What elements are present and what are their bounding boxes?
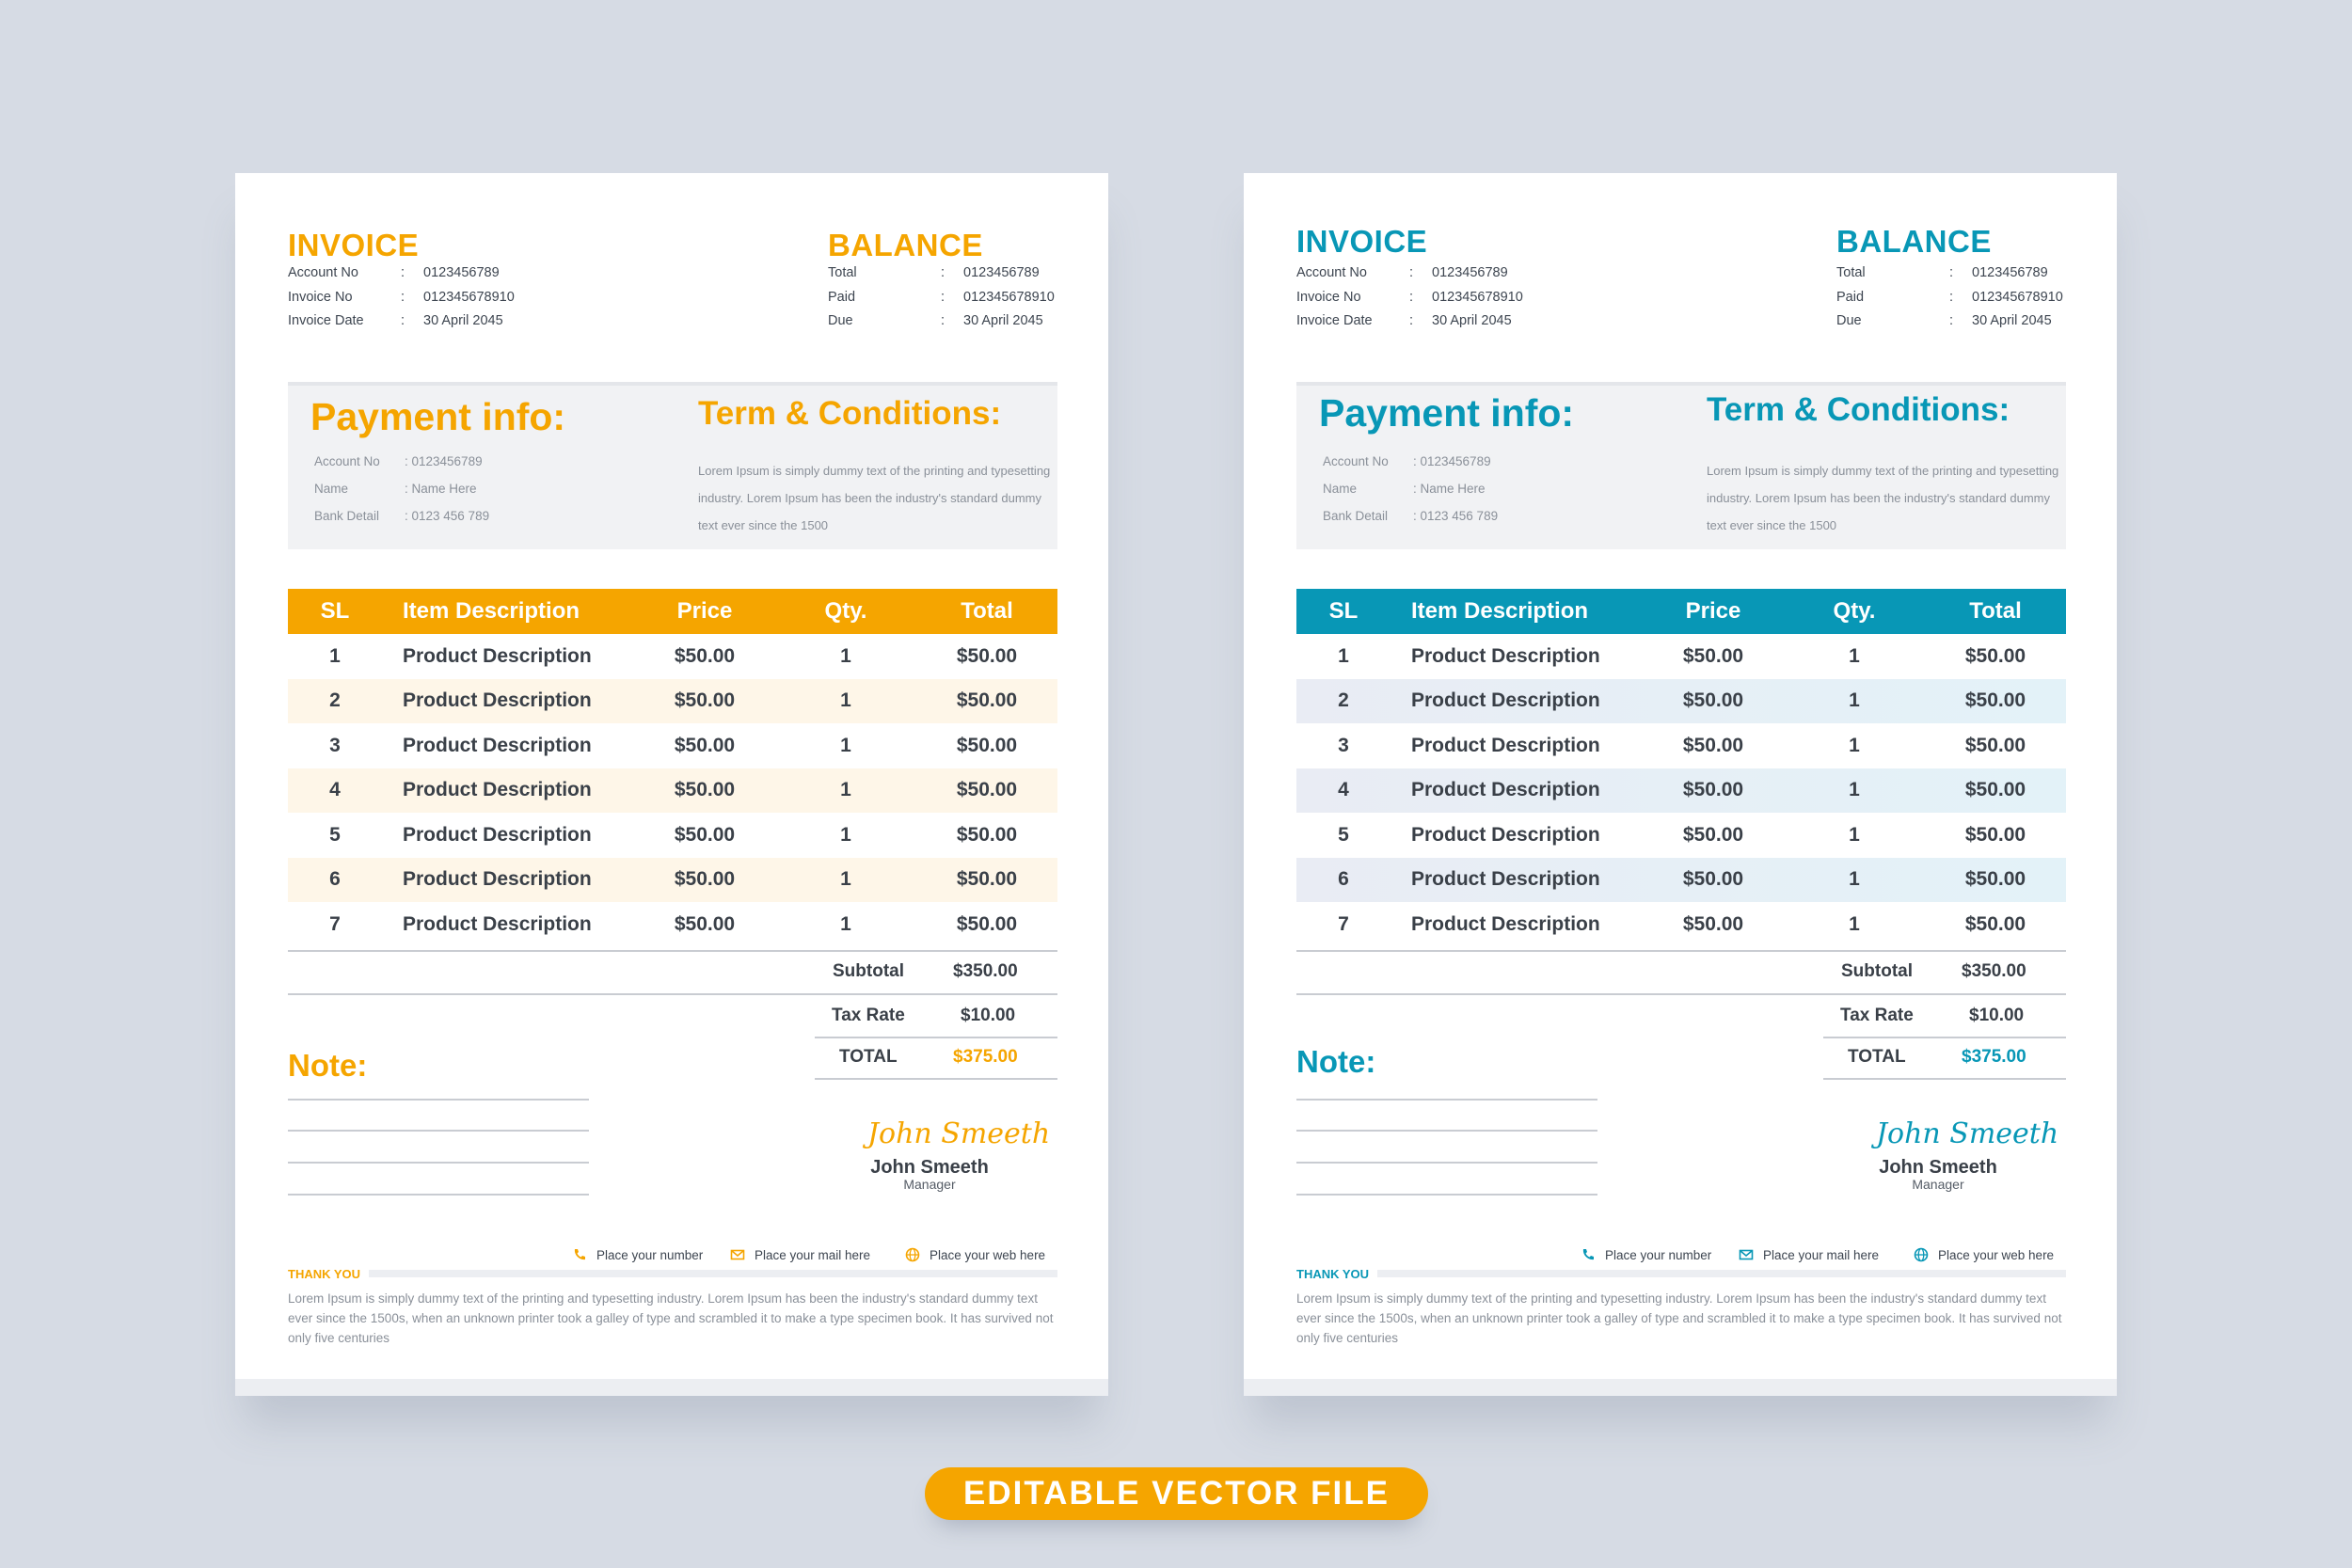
paid-label: Paid [828,289,856,305]
row-total: $50.00 [1964,689,2026,712]
page-footer-strip [1244,1379,2117,1396]
terms-title: Term & Conditions: [698,395,1002,432]
row-price: $50.00 [1682,868,1744,891]
note-line [288,1130,589,1132]
row-total: $50.00 [956,912,1018,935]
row-total: $50.00 [956,689,1018,712]
payment-terms-box [288,382,1057,549]
row-sl: 1 [329,644,341,667]
signature: John Smeeth [1876,1117,2059,1150]
total-value: 0123456789 [1972,265,2048,280]
row-total: $50.00 [1964,912,2026,935]
payment-details [1323,448,1498,530]
invoice-meta: Account No : 0123456789 Invoice No : 012345678910 Invoice Date : 30 April 2045 [288,261,515,334]
pay-name-label: Name [1323,482,1358,496]
row-desc: Product Description [1411,868,1600,891]
paid-label: Paid [1836,289,1865,305]
row-price: $50.00 [1682,644,1744,667]
row-price: $50.00 [1682,734,1744,756]
invoice-title: INVOICE [1296,224,1428,259]
pay-account-label: Account No [1323,454,1389,468]
divider [288,993,1057,995]
contact-mail [1739,1247,1879,1262]
table-row [1296,858,2066,903]
header-sl: SL [320,598,350,624]
editable-vector-badge: EDITABLE VECTOR FILE [925,1467,1428,1520]
divider [1296,993,2066,995]
row-price: $50.00 [1682,823,1744,846]
row-desc: Product Description [403,912,592,935]
tax-value: $10.00 [1969,1006,2025,1025]
row-price: $50.00 [1682,689,1744,712]
signer-name: John Smeeth [1879,1157,1997,1178]
row-total: $50.00 [1964,734,2026,756]
row-qty: 1 [1849,868,1860,891]
row-desc: Product Description [1411,734,1600,756]
table-row [288,813,1057,858]
grand-total-value: $375.00 [953,1047,1018,1067]
header-qty: Qty. [1833,598,1876,624]
pay-bank-value: : 0123 456 789 [405,509,490,523]
contact-web-text: Place your web here [930,1247,1046,1262]
row-sl: 6 [329,868,341,891]
header-qty: Qty. [824,598,867,624]
pay-bank-label: Bank Detail [1323,509,1389,523]
divider [815,1037,1057,1038]
row-total: $50.00 [956,823,1018,846]
invoice-page-orange [235,173,1108,1396]
row-qty: 1 [1849,644,1860,667]
row-sl: 3 [1338,734,1349,756]
pay-name-value: : Name Here [1413,482,1486,496]
row-price: $50.00 [674,734,736,756]
row-total: $50.00 [1964,644,2026,667]
row-total: $50.00 [1964,868,2026,891]
table-row [1296,813,2066,858]
balance-title: BALANCE [828,228,983,262]
terms-text: Lorem Ipsum is simply dummy text of the printing and typesetting industry. Lorem Ipsum has been the industry's standard dummy text ever since the 1500 [1707,464,2059,532]
row-desc: Product Description [403,644,592,667]
payment-terms-box [1296,382,2066,549]
row-qty: 1 [840,868,851,891]
pay-account-value: : 0123456789 [1413,454,1491,468]
signer-role: Manager [1912,1177,1964,1192]
due-value: 30 April 2045 [1972,313,2052,328]
row-price: $50.00 [1682,912,1744,935]
row-sl: 6 [1338,868,1349,891]
row-sl: 1 [1338,644,1349,667]
signer-role: Manager [903,1177,956,1192]
subtotal-value: $350.00 [953,961,1018,981]
row-desc: Product Description [1411,644,1600,667]
divider [288,950,1057,952]
pay-account-label: Account No [314,454,380,468]
contact-web-text: Place your web here [1938,1247,2055,1262]
mail-icon [730,1247,745,1262]
table-row [288,902,1057,947]
invoice-no-value: 012345678910 [1432,289,1523,305]
header-total: Total [961,598,1013,624]
note-title: Note: [288,1048,368,1083]
divider [1823,1078,2066,1080]
invoice-no-value: 012345678910 [423,289,515,305]
row-qty: 1 [840,644,851,667]
due-label: Due [828,313,853,328]
row-price: $50.00 [674,644,736,667]
table-row [288,858,1057,903]
paid-value: 012345678910 [1972,289,2063,305]
row-desc: Product Description [403,734,592,756]
row-total: $50.00 [956,779,1018,801]
row-desc: Product Description [1411,912,1600,935]
account-value: 0123456789 [1432,265,1508,280]
account-label: Account No [288,265,358,280]
header-desc: Item Description [1411,598,1589,624]
row-desc: Product Description [1411,779,1600,801]
row-desc: Product Description [403,779,592,801]
note-line [288,1194,589,1196]
tax-label: Tax Rate [832,1006,905,1025]
invoice-meta: Account No : 0123456789 Invoice No : 012345678910 Invoice Date : 30 April 2045 [1296,261,1523,334]
payment-details [314,448,489,530]
due-label: Due [1836,313,1862,328]
contact-web [905,1247,1045,1262]
row-sl: 5 [329,823,341,846]
row-total: $50.00 [1964,823,2026,846]
signer-name: John Smeeth [870,1157,989,1178]
row-total: $50.00 [1964,779,2026,801]
row-price: $50.00 [674,868,736,891]
pay-account-value: : 0123456789 [405,454,483,468]
invoice-no-label: Invoice No [288,289,353,305]
note-line [288,1162,589,1164]
row-total: $50.00 [956,734,1018,756]
note-line [1296,1130,1597,1132]
row-qty: 1 [1849,779,1860,801]
row-sl: 2 [329,689,341,712]
account-value: 0123456789 [423,265,500,280]
row-price: $50.00 [1682,779,1744,801]
contact-phone-text: Place your number [596,1247,704,1262]
table-row [1296,768,2066,814]
row-sl: 7 [329,912,341,935]
items-table [288,589,1057,947]
table-row [288,679,1057,724]
header-sl: SL [1328,598,1359,624]
page-footer-strip [235,1379,1108,1396]
header-price: Price [676,598,733,624]
table-row [288,768,1057,814]
invoice-no-label: Invoice No [1296,289,1361,305]
tax-value: $10.00 [961,1006,1016,1025]
globe-icon [905,1247,920,1262]
row-sl: 2 [1338,689,1349,712]
header-desc: Item Description [403,598,580,624]
row-qty: 1 [1849,912,1860,935]
row-qty: 1 [840,823,851,846]
invoice-title: INVOICE [288,228,420,262]
table-header [288,589,1057,634]
mail-icon [1739,1247,1754,1262]
row-total: $50.00 [956,644,1018,667]
invoice-date-label: Invoice Date [288,313,364,328]
subtotal-value: $350.00 [1962,961,2026,981]
contact-phone-text: Place your number [1605,1247,1712,1262]
account-label: Account No [1296,265,1367,280]
row-desc: Product Description [403,823,592,846]
row-price: $50.00 [674,823,736,846]
table-row [1296,679,2066,724]
thank-you-label: THANK YOU [1296,1267,1370,1281]
row-price: $50.00 [674,779,736,801]
row-sl: 4 [1338,779,1349,801]
total-label: Total [1836,265,1866,280]
row-price: $50.00 [674,689,736,712]
row-price: $50.00 [674,912,736,935]
row-sl: 7 [1338,912,1349,935]
globe-icon [1914,1247,1929,1262]
footer-text: Lorem Ipsum is simply dummy text of the printing and typesetting industry. Lorem Ipsum has been the industry's standard dummy text ever since the 1500s, when an unknown printer took a galley of type and scrambled it to make a type specimen book. It has survived not only five centuries [288,1291,1054,1345]
payment-info-title: Payment info: [310,395,566,438]
contact-mail-text: Place your mail here [1763,1247,1880,1262]
row-desc: Product Description [1411,823,1600,846]
terms-text: Lorem Ipsum is simply dummy text of the printing and typesetting industry. Lorem Ipsum has been the industry's standard dummy text ever since the 1500 [698,464,1051,532]
table-row [1296,723,2066,768]
table-row [288,634,1057,679]
row-qty: 1 [840,912,851,935]
pay-name-label: Name [314,482,349,496]
table-row [288,723,1057,768]
contact-mail-text: Place your mail here [755,1247,871,1262]
paid-value: 012345678910 [963,289,1055,305]
invoice-date-label: Invoice Date [1296,313,1373,328]
thank-you-bar [1377,1270,2066,1277]
contact-phone [1581,1247,1711,1262]
divider [1823,1037,2066,1038]
table-row [1296,634,2066,679]
signature: John Smeeth [867,1117,1051,1150]
row-sl: 3 [329,734,341,756]
balance-title: BALANCE [1836,224,1992,259]
items-table [1296,589,2066,947]
subtotal-label: Subtotal [833,961,904,981]
row-desc: Product Description [403,689,592,712]
row-total: $50.00 [956,868,1018,891]
row-qty: 1 [840,734,851,756]
row-qty: 1 [1849,689,1860,712]
thank-you-bar [369,1270,1057,1277]
contact-mail [730,1247,870,1262]
contact-phone [572,1247,703,1262]
thank-you-label: THANK YOU [288,1267,361,1281]
note-line [1296,1162,1597,1164]
row-desc: Product Description [1411,689,1600,712]
row-qty: 1 [840,689,851,712]
row-qty: 1 [840,779,851,801]
total-label: Total [828,265,857,280]
header-total: Total [1969,598,2022,624]
terms-title: Term & Conditions: [1707,391,2010,428]
tax-label: Tax Rate [1840,1006,1914,1025]
table-row [1296,902,2066,947]
balance-meta: Total : 0123456789 Paid : 012345678910 Due : 30 April 2045 [1836,261,2063,334]
subtotal-label: Subtotal [1841,961,1913,981]
total-value: 0123456789 [963,265,1040,280]
invoice-date-value: 30 April 2045 [423,313,503,328]
balance-meta: Total : 0123456789 Paid : 012345678910 Due : 30 April 2045 [828,261,1055,334]
phone-icon [1581,1247,1596,1262]
row-desc: Product Description [403,868,592,891]
grand-total-label: TOTAL [839,1047,898,1067]
payment-info-title: Payment info: [1319,391,1575,435]
row-qty: 1 [1849,823,1860,846]
note-title: Note: [1296,1044,1376,1079]
grand-total-label: TOTAL [1848,1047,1906,1067]
note-line [1296,1099,1597,1101]
grand-total-value: $375.00 [1962,1047,2026,1067]
header-price: Price [1685,598,1741,624]
contact-web [1914,1247,2054,1262]
row-qty: 1 [1849,734,1860,756]
note-line [288,1099,589,1101]
pay-bank-value: : 0123 456 789 [1413,509,1499,523]
invoice-date-value: 30 April 2045 [1432,313,1512,328]
table-header [1296,589,2066,634]
phone-icon [572,1247,587,1262]
footer-text: Lorem Ipsum is simply dummy text of the printing and typesetting industry. Lorem Ipsum has been the industry's standard dummy text ever since the 1500s, when an unknown printer took a galley of type and scrambled it to make a type specimen book. It has survived not only five centuries [1296,1291,2062,1345]
pay-name-value: : Name Here [405,482,477,496]
pay-bank-label: Bank Detail [314,509,380,523]
row-sl: 4 [329,779,341,801]
row-sl: 5 [1338,823,1349,846]
divider [815,1078,1057,1080]
invoice-page-teal [1244,173,2117,1396]
due-value: 30 April 2045 [963,313,1043,328]
divider [1296,950,2066,952]
note-line [1296,1194,1597,1196]
